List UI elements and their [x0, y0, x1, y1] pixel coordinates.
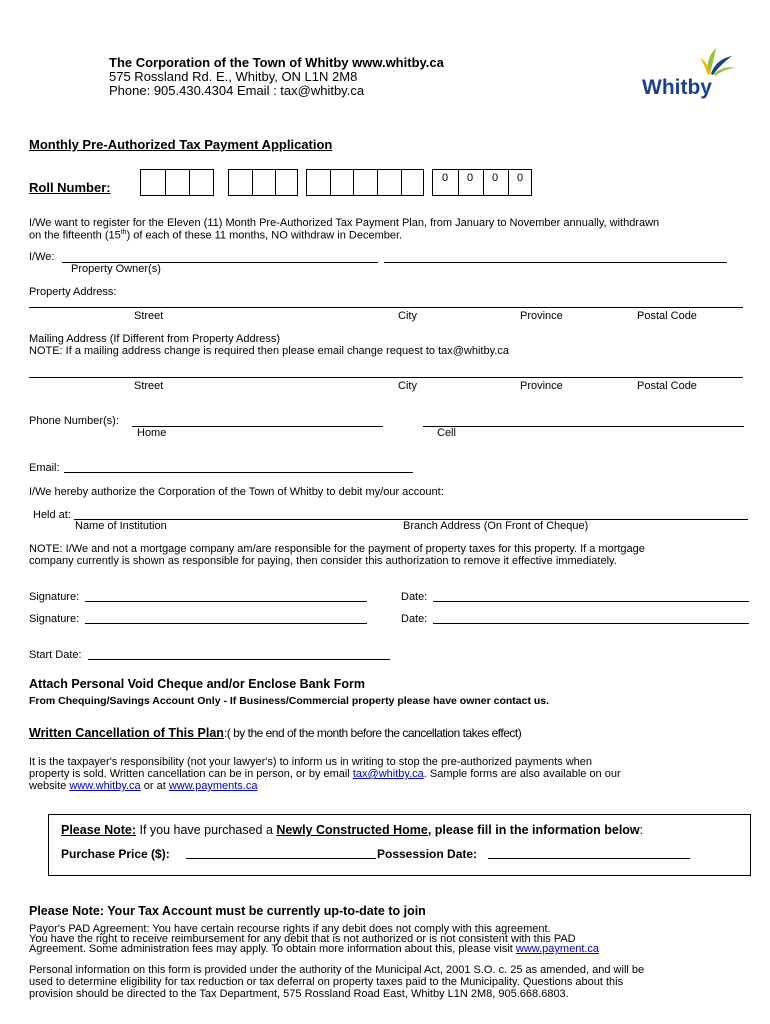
intro-line-1: I/We want to register for the Eleven (11) Month Pre-Authorized Tax Payment Plan, from January to November annually, withdrawn: [29, 217, 660, 229]
mailing-address-label: Mailing Address (If Different from Property Address): [29, 333, 281, 345]
owner-field-2[interactable]: [384, 262, 727, 263]
authorize-text: I/We hereby authorize the Corporation of the Town of Whitby to debit my/our account:: [29, 486, 444, 498]
intro-line-2: on the fifteenth (15th) of each of these 11 months, NO withdraw in December.: [29, 229, 403, 242]
pad-line-1: Payor's PAD Agreement: You have certain recourse rights if any debit does not comply with this agreement.: [29, 923, 551, 935]
property-address-label: Property Address:: [29, 286, 117, 298]
phone-numbers-label: Phone Number(s):: [29, 415, 119, 427]
postal-code-caption: Postal Code: [637, 310, 697, 322]
privacy-line-3: provision should be directed to the Tax Department, 575 Rossland Road East, Whitby L1N 2M8, 905.668.6803.: [29, 988, 569, 1000]
date-label-1: Date:: [401, 591, 428, 603]
cancellation-line-3: website www.whitby.ca or at www.payments.ca: [29, 780, 258, 792]
privacy-line-1: Personal information on this form is provided under the authority of the Municipal Act, 2001 S.O. c. 25 as amended, and will be: [29, 964, 645, 976]
roll-digit: 0: [516, 172, 524, 184]
province-caption: Province: [520, 380, 563, 392]
cancellation-heading-line: Written Cancellation of This Plan:( by the end of the month before the cancellation takes effect): [29, 726, 522, 740]
mortgage-note-1: NOTE: I/We and not a mortgage company am/are responsible for the payment of property taxes for this property. If a mortgage: [29, 543, 645, 555]
street-caption: Street: [134, 310, 164, 322]
street-caption: Street: [134, 380, 164, 392]
payment-ca-link[interactable]: www.payment.ca: [515, 943, 600, 955]
cell-phone-field[interactable]: [423, 426, 744, 427]
new-home-note: Please Note: If you have purchased a Newly Constructed Home, please fill in the information below:: [61, 823, 644, 837]
start-date-label: Start Date:: [29, 649, 82, 661]
province-caption: Province: [520, 310, 563, 322]
whitby-logo-text: Whitby: [642, 76, 712, 99]
org-line: The Corporation of the Town of Whitby www.whitby.ca: [109, 55, 444, 70]
form-title: Monthly Pre-Authorized Tax Payment Application: [29, 137, 333, 152]
possession-date-label: Possession Date:: [377, 847, 478, 861]
privacy-line-2: used to determine eligibility for tax reduction or tax deferral on property taxes paid to the Municipality. Questions about this: [29, 976, 624, 988]
possession-date-field[interactable]: [488, 858, 690, 859]
mortgage-note-2: company currently is shown as responsible for paying, then consider this authorization to remove it effective immediately.: [29, 555, 617, 567]
start-date-field[interactable]: [88, 659, 390, 660]
signature-field-2[interactable]: [85, 623, 367, 624]
purchase-price-label: Purchase Price ($):: [61, 847, 170, 861]
cancellation-line-2: property is sold. Written cancellation can be in person, or by email tax@whitby.ca. Sample forms are also available on our: [29, 768, 621, 780]
whitby-logo: [640, 44, 750, 102]
institution-caption: Name of Institution: [75, 520, 167, 532]
date-label-2: Date:: [401, 613, 428, 625]
org-address: 575 Rossland Rd. E., Whitby, ON L1N 2M8: [109, 69, 358, 84]
mailing-address-field[interactable]: [29, 377, 743, 378]
cell-caption: Cell: [437, 427, 456, 439]
whitby-website-link[interactable]: www.whitby.ca: [69, 780, 141, 792]
roll-digit: 0: [491, 172, 499, 184]
email-label: Email:: [29, 462, 60, 474]
property-address-field[interactable]: [29, 307, 743, 308]
email-field[interactable]: [64, 472, 413, 473]
home-caption: Home: [137, 427, 167, 439]
purchase-price-field[interactable]: [186, 858, 376, 859]
date-field-1[interactable]: [433, 601, 749, 602]
city-caption: City: [398, 310, 417, 322]
held-at-label: Held at:: [33, 509, 71, 521]
tax-email-link[interactable]: tax@whitby.ca: [352, 768, 424, 780]
roll-digit: 0: [466, 172, 474, 184]
roll-box-group-2[interactable]: [228, 169, 298, 196]
roll-box-group-1[interactable]: [140, 169, 214, 196]
attach-subheading: From Chequing/Savings Account Only - If Business/Commercial property please have owner contact us.: [29, 695, 550, 707]
home-phone-field[interactable]: [132, 426, 383, 427]
postal-code-caption: Postal Code: [637, 380, 697, 392]
cancellation-line-1: It is the taxpayer's responsibility (not your lawyer's) to inform us in writing to stop the pre-authorized payments when: [29, 756, 593, 768]
pad-line-2: You have the right to receive reimbursement for any debit that is not authorized or is not consistent with this PAD: [29, 933, 576, 945]
roll-box-group-4[interactable]: [432, 169, 532, 196]
branch-caption: Branch Address (On Front of Cheque): [403, 520, 589, 532]
signature-label-1: Signature:: [29, 591, 80, 603]
roll-number-label: Roll Number:: [29, 180, 111, 195]
date-field-2[interactable]: [433, 623, 749, 624]
iwe-label: I/We:: [29, 251, 55, 263]
signature-field-1[interactable]: [85, 601, 367, 602]
roll-box-group-3[interactable]: [306, 169, 424, 196]
payments-website-link[interactable]: www.payments.ca: [168, 780, 258, 792]
account-note: Please Note: Your Tax Account must be currently up-to-date to join: [29, 904, 426, 918]
pad-line-3: Agreement. Some administration fees may apply. To obtain more information about this, please visit www.payment.ca: [29, 943, 600, 955]
roll-digit: 0: [441, 172, 449, 184]
attach-heading: Attach Personal Void Cheque and/or Enclose Bank Form: [29, 677, 365, 691]
org-phone-email: Phone: 905.430.4304 Email : tax@whitby.ca: [109, 83, 365, 98]
mailing-note: NOTE: If a mailing address change is required then please email change request to tax@whitby.ca: [29, 345, 509, 357]
signature-label-2: Signature:: [29, 613, 80, 625]
city-caption: City: [398, 380, 417, 392]
property-owners-caption: Property Owner(s): [71, 263, 161, 275]
